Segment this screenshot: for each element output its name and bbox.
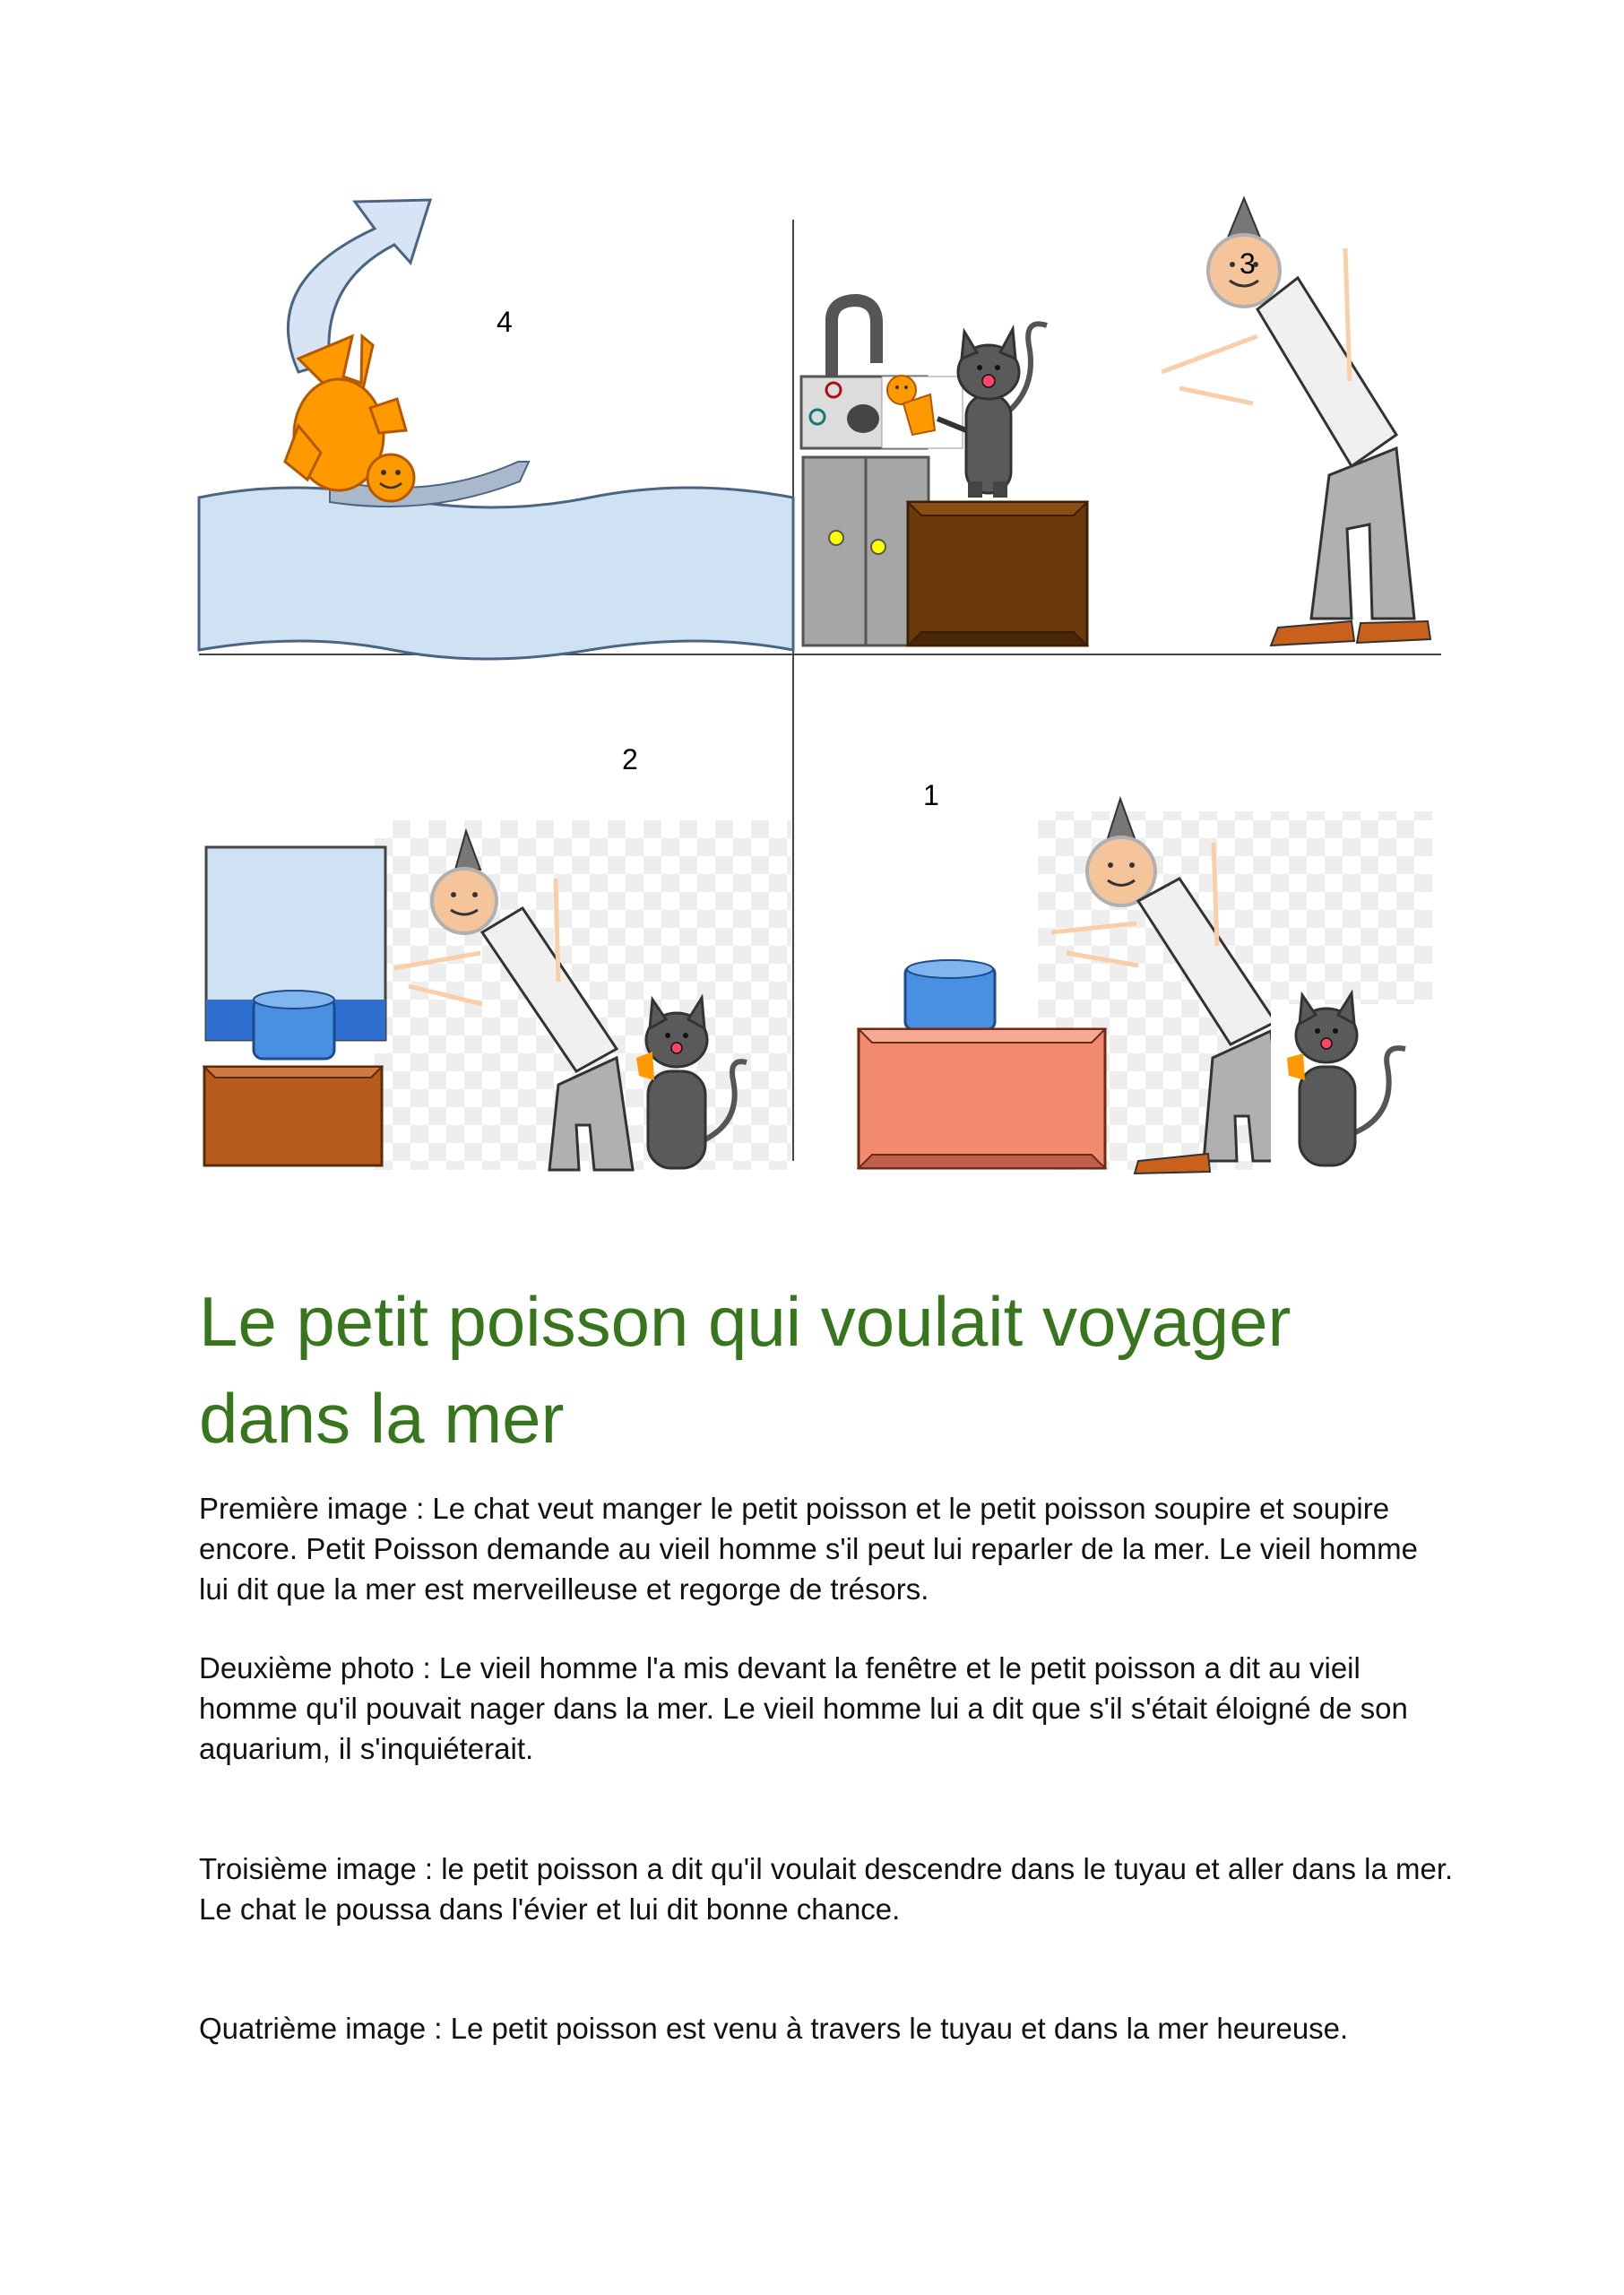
salmon-table — [859, 1029, 1105, 1168]
paragraph-1: Première image : Le chat veut manger le petit poisson et le petit poisson soupire et soupire encore. Petit Poisson demande au vieil homme s'il peut lui reparler de la mer. Le vieil homme lui dit que la mer est merveilleuse et regorge de trésors. — [199, 1492, 1418, 1606]
document-title: Le petit poisson qui voulait voyager dans la mer — [199, 1282, 1291, 1458]
fish-bowl-1 — [905, 960, 995, 1029]
paragraph-4: Quatrième image : Le petit poisson est venu à travers le tuyau et dans la mer heureuse. — [199, 2012, 1349, 2045]
panel-number-3: 3 — [1240, 247, 1256, 280]
panel-1 — [859, 779, 1432, 1173]
panel-4 — [199, 200, 793, 659]
panel-3 — [801, 198, 1430, 645]
fish-jumping — [285, 336, 414, 501]
old-man-standing — [1162, 198, 1430, 645]
sea-waves — [199, 488, 793, 659]
paragraph-3: Troisième image : le petit poisson a dit qu'il voulait descendre dans le tuyau et aller dans la mer. Le chat le poussa dans l'évier et lui dit bonne chance. — [199, 1852, 1454, 1926]
orange-table — [204, 1067, 382, 1165]
panel-number-4: 4 — [497, 306, 513, 338]
curved-arrow — [288, 200, 430, 372]
paragraph-2: Deuxième photo : Le vieil homme l'a mis devant la fenêtre et le petit poisson a dit au vieil homme qu'il pouvait nager dans la mer. Le vieil homme lui a dit que s'il s'était éloigné de son aquarium, il s'inquiéterait. — [199, 1651, 1408, 1765]
comic-illustration — [195, 193, 1450, 1179]
fish-bowl-2 — [254, 991, 334, 1059]
panel-number-2: 2 — [622, 743, 638, 775]
panel-2 — [204, 743, 791, 1170]
dark-cabinet — [908, 502, 1087, 645]
panel-number-1: 1 — [923, 779, 939, 811]
cat-sitting-1 — [1271, 993, 1432, 1170]
